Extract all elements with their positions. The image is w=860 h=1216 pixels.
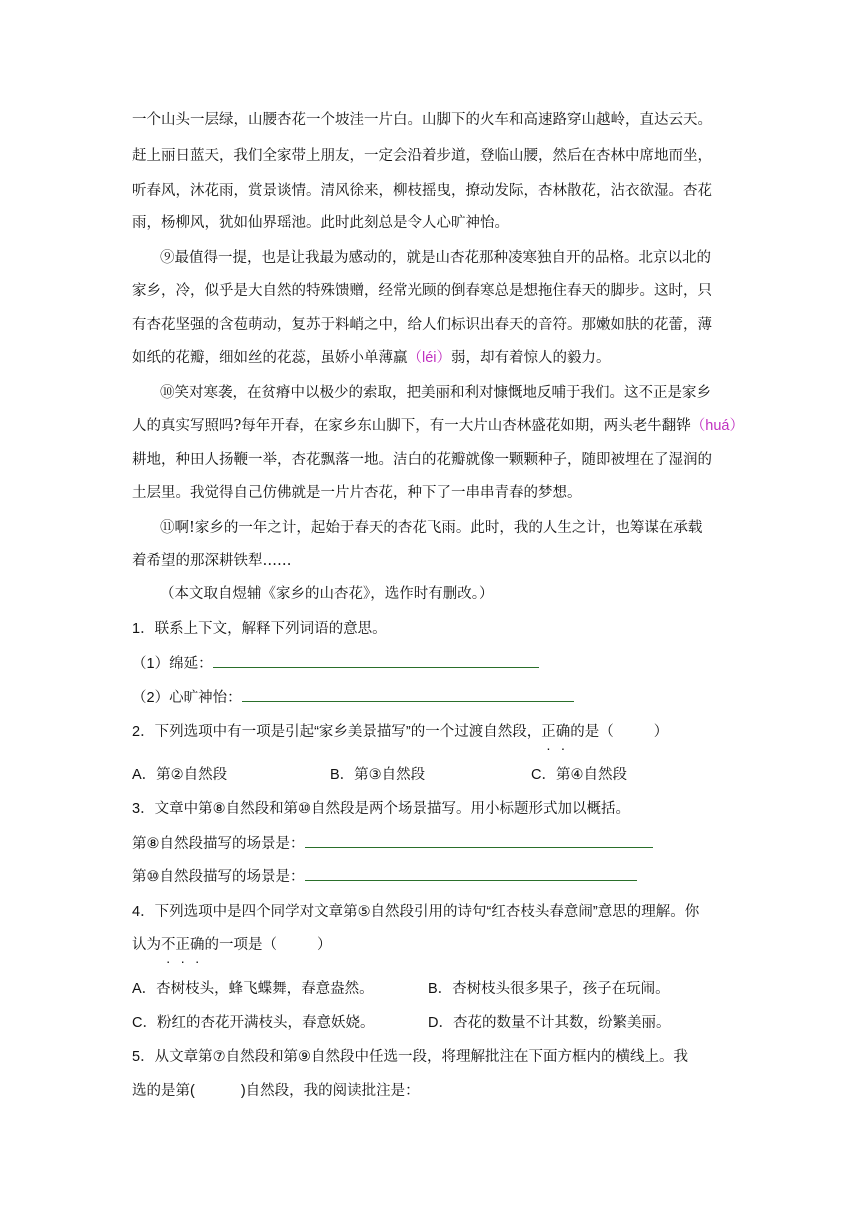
pinyin-annotation: （léi） (407, 350, 452, 366)
question-3: 3．文章中第⑧自然段和第⑩自然段是两个场景描写。用小标题形式加以概括。 (132, 801, 631, 817)
option-c: C．第④自然段 (531, 767, 627, 783)
question-text: 认为 (132, 937, 161, 953)
question-text: )自然段，我的阅读批注是： (240, 1083, 420, 1099)
option-d: D．杏花的数量不计其数，纷繁美丽。 (428, 1015, 671, 1031)
question-text: 选的是第( (132, 1083, 195, 1099)
passage-line: ⑨最值得一提，也是让我最为感动的，就是山杏花那种凌寒独自开的品格。北京以北的 (160, 250, 711, 266)
question-text: 2．下列选项中有一项是引起“家乡美景描写”的一个过渡自然段， (132, 724, 542, 740)
passage-line: 着希望的那深耕铁犁…… (132, 553, 292, 569)
passage-line: 赶上丽日蓝天，我们全家带上朋友，一定会沿着步道，登临山腰，然后在杏林中席地而坐， (132, 148, 712, 164)
question-label: 第⑩自然段描写的场景是： (132, 869, 305, 885)
question-text: ） (317, 937, 332, 953)
passage-line: ⑩笑对寒袭，在贫瘠中以极少的索取，把美丽和利对慷慨地反哺于我们。这不正是家乡 (160, 385, 711, 401)
option-b: B．第③自然段 (330, 767, 426, 783)
passage-line (132, 348, 611, 368)
passage-source: （本文取自煜辅《家乡的山杏花》，选作时有删改。） (160, 586, 494, 602)
question-4: 4．下列选项中是四个同学对文章第⑤自然段引用的诗句“红杏枝头春意闹”意思的理解。你 (132, 904, 700, 920)
emphasis-char: 确 (190, 937, 205, 953)
passage-line: 土层里。我觉得自己仿佛就是一片片杏花，种下了一串串青春的梦想。 (132, 485, 582, 501)
passage-line: 听春风，沐花雨，赏景谈情。清风徐来，柳枝摇曳，撩动发际，杏林散花，沾衣欲湿。杏花 (132, 183, 712, 199)
question-3-item-1 (132, 833, 653, 854)
question-label: （2）心旷神怡： (132, 690, 242, 706)
emphasis-char: 不 (161, 937, 176, 953)
question-2 (132, 722, 668, 742)
question-5: 5．从文章第⑦自然段和第⑨自然段中任选一段，将理解批注在下面方框内的横线上。我 (132, 1049, 689, 1065)
passage-line: ⑪啊!家乡的一年之计，起始于春天的杏花飞雨。此时，我的人生之计，也筹谋在承载 (160, 520, 703, 536)
passage-line: 雨，杨柳风，犹如仙界瑶池。此时此刻总是令人心旷神怡。 (132, 215, 509, 231)
question-1-item-1 (132, 653, 539, 674)
question-1-item-2 (132, 687, 574, 708)
emphasis-char: 正 (175, 937, 190, 953)
answer-blank[interactable] (242, 687, 574, 702)
passage-line: 耕地，种田人扬鞭一举，杏花飘落一地。洁白的花瓣就像一颗颗种子，随即被埋在了湿润的 (132, 452, 712, 468)
option-a: A．杏树枝头，蜂飞蝶舞，春意盎然。 (132, 981, 374, 997)
option-c: C．粉红的杏花开满枝头，春意妖娆。 (132, 1015, 375, 1031)
question-4-cont (132, 935, 332, 955)
question-text: 的一项是（ (204, 937, 277, 953)
emphasis-char: 正 (541, 724, 556, 740)
question-text: ） (653, 724, 669, 740)
passage-line: 有杏花坚强的含苞萌动，复苏于料峭之中，给人们标识出春天的音符。那嫩如肤的花蕾，薄 (132, 317, 712, 333)
passage-text: 如纸的花瓣，细如丝的花蕊，虽娇小单薄羸 (132, 350, 408, 366)
passage-text: 人的真实写照吗?每年开春，在家乡东山脚下，有一大片山杏林盛花如期，两头老牛翻铧 (132, 418, 691, 434)
passage-line (132, 416, 744, 436)
option-b: B．杏树枝头很多果子，孩子在玩闹。 (428, 981, 670, 997)
answer-blank[interactable] (305, 833, 653, 848)
answer-blank[interactable] (213, 653, 539, 668)
question-text: 的是（ (570, 724, 614, 740)
question-3-item-2 (132, 866, 637, 887)
answer-blank[interactable] (305, 866, 637, 881)
question-label: （1）绵延： (132, 656, 213, 672)
passage-text: 弱，却有着惊人的毅力。 (451, 350, 611, 366)
question-1: 1．联系上下文，解释下列词语的意思。 (132, 621, 387, 637)
pinyin-annotation: （huá） (690, 418, 744, 434)
emphasis-char: 确 (555, 724, 571, 740)
passage-line: 家乡，冷，似乎是大自然的特殊馈赠，经常光顾的倒春寒总是想拖住春天的脚步。这时，只 (132, 283, 712, 299)
option-a: A．第②自然段 (132, 767, 228, 783)
question-5-cont (132, 1081, 420, 1101)
passage-line: 一个山头一层绿，山腰杏花一个坡洼一片白。山脚下的火车和高速路穿山越岭，直达云天。 (132, 112, 712, 128)
question-label: 第⑧自然段描写的场景是： (132, 836, 305, 852)
